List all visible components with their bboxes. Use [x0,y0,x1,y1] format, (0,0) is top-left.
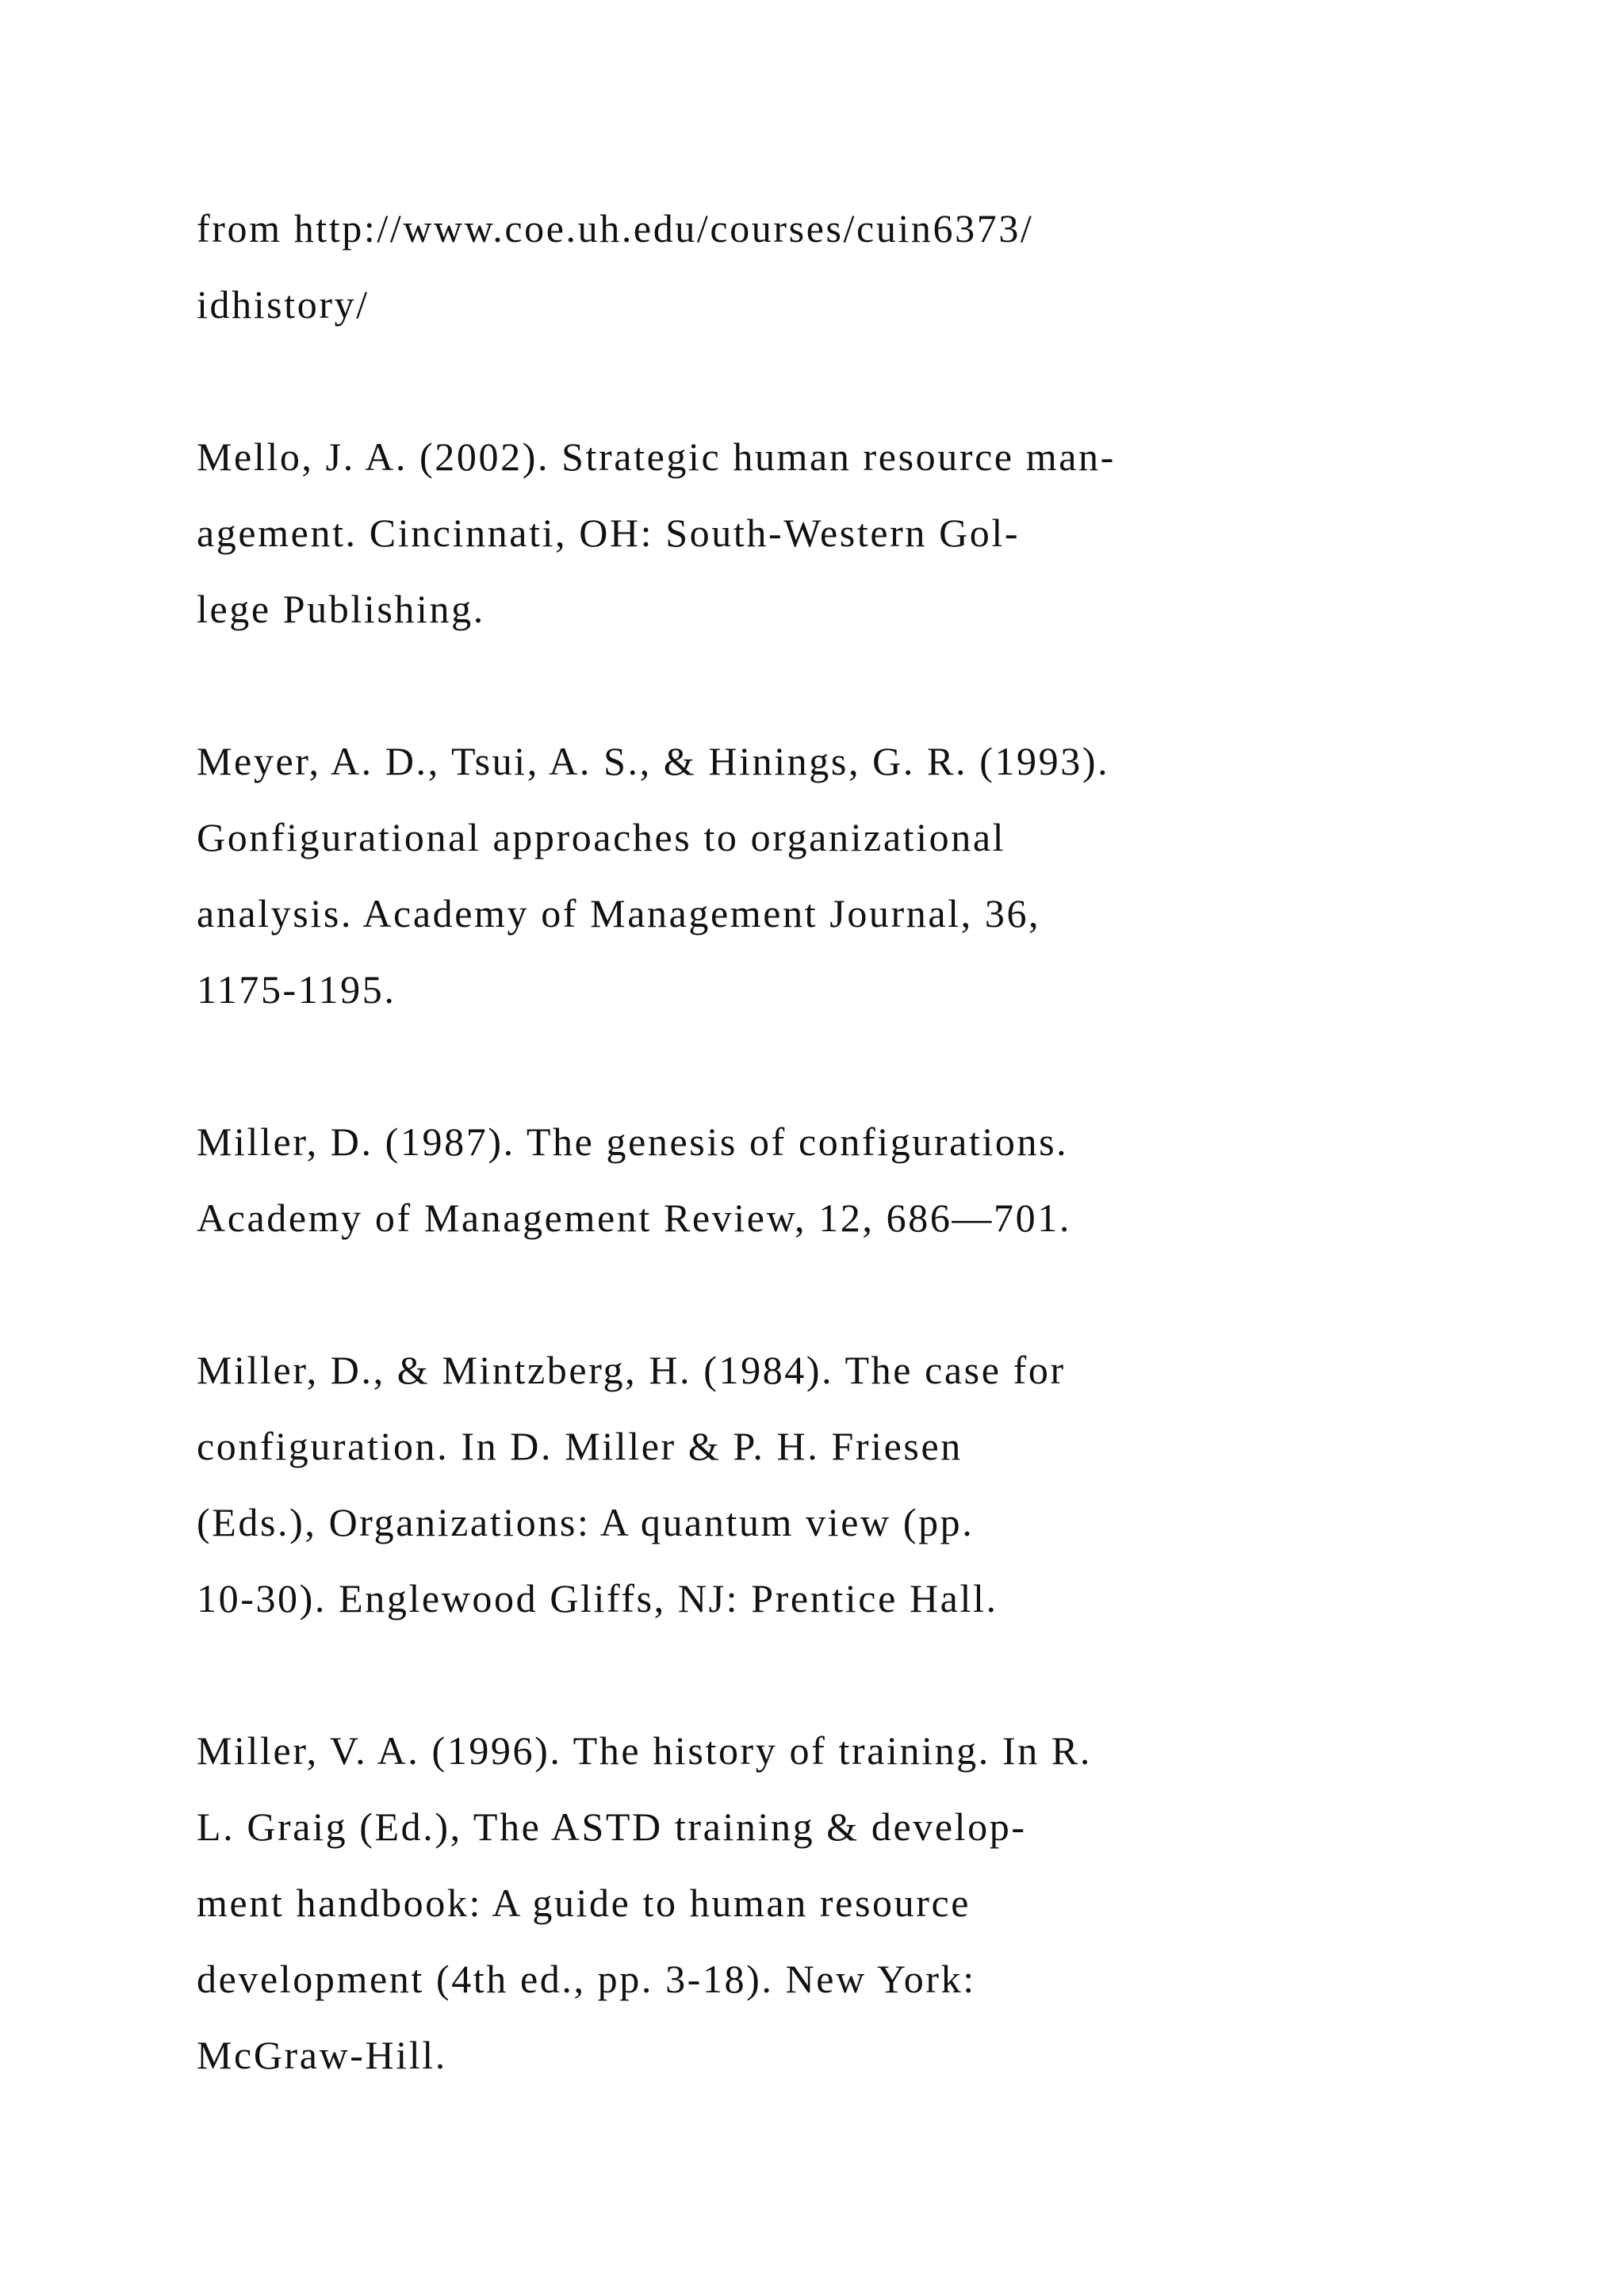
reference-entry [197,1104,1465,1256]
reference-line: from http://www.coe.uh.edu/courses/cuin6373/ [197,206,1034,251]
reference-list [197,190,1465,2169]
reference-line: Miller, D., & Mintzberg, H. (1984). The case for [197,1348,1066,1392]
reference-line: Mello, J. A. (2002). Strategic human resource man- [197,434,1116,479]
reference-line: Academy of Management Review, 12, 686—701. [197,1196,1071,1240]
reference-line: 10-30). Englewood Gliffs, NJ: Prentice Hall. [197,1576,998,1621]
reference-line: Miller, V. A. (1996). The history of training. In R. [197,1728,1092,1773]
reference-line: idhistory/ [197,282,370,327]
reference-line: 1175-1195. [197,967,396,1012]
reference-entry [197,1332,1465,1636]
reference-line: lege Publishing. [197,587,485,631]
reference-line: Gonfigurational approaches to organizational [197,815,1006,859]
reference-line: Meyer, A. D., Tsui, A. S., & Hinings, G. R. (1993). [197,739,1110,783]
reference-entry [197,419,1465,647]
reference-line: L. Graig (Ed.), The ASTD training & develop- [197,1804,1027,1849]
reference-entry [197,190,1465,342]
reference-line: agement. Cincinnati, OH: South-Western Gol- [197,511,1021,555]
reference-line: ment handbook: A guide to human resource [197,1881,971,1925]
reference-line: (Eds.), Organizations: A quantum view (pp. [197,1500,975,1544]
reference-entry [197,723,1465,1027]
reference-entry [197,1712,1465,2093]
reference-line: development (4th ed., pp. 3-18). New York: [197,1957,976,2001]
reference-line: McGraw-Hill. [197,2033,447,2077]
reference-line: analysis. Academy of Management Journal, 36, [197,891,1041,936]
reference-line: configuration. In D. Miller & P. H. Friesen [197,1424,963,1468]
reference-line: Miller, D. (1987). The genesis of configurations. [197,1119,1069,1164]
